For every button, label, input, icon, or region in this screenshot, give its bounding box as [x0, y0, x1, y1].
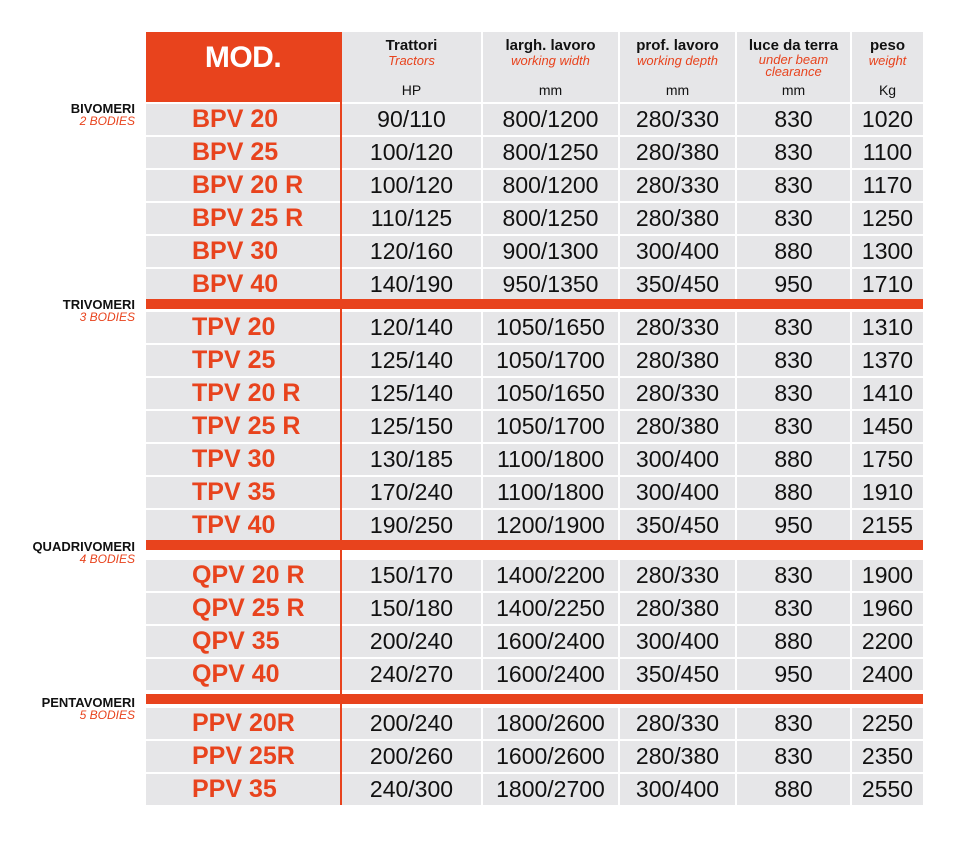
group-separator — [146, 694, 923, 704]
table-cell: 300/400 — [620, 236, 735, 267]
column-unit: Kg — [878, 82, 897, 98]
group-name: TRIVOMERI — [62, 297, 135, 312]
model-name: TPV 25 R — [146, 411, 340, 442]
table-cell: 830 — [737, 137, 850, 168]
model-name: BPV 25 — [146, 137, 340, 168]
model-name: PPV 25R — [146, 741, 340, 772]
table-cell: 120/140 — [342, 312, 481, 343]
table-cell: 200/240 — [342, 626, 481, 657]
table-cell: 1100/1800 — [483, 477, 618, 508]
table-cell: 280/330 — [620, 378, 735, 409]
group-label — [42, 696, 135, 722]
table-cell: 200/240 — [342, 708, 481, 739]
table-cell: 830 — [737, 741, 850, 772]
model-name: TPV 20 — [146, 312, 340, 343]
table-cell: 280/330 — [620, 312, 735, 343]
model-name: BPV 30 — [146, 236, 340, 267]
mod-header: MOD. — [146, 32, 340, 102]
table-cell: 125/140 — [342, 378, 481, 409]
table-cell: 1450 — [852, 411, 923, 442]
table-cell: 1400/2250 — [483, 593, 618, 624]
model-name: BPV 20 R — [146, 170, 340, 201]
table-cell: 1400/2200 — [483, 560, 618, 591]
model-name: QPV 40 — [146, 659, 340, 690]
table-cell: 830 — [737, 345, 850, 376]
table-cell: 1800/2600 — [483, 708, 618, 739]
table-cell: 1750 — [852, 444, 923, 475]
table-cell: 2350 — [852, 741, 923, 772]
column-header — [737, 32, 850, 102]
table-cell: 1250 — [852, 203, 923, 234]
table-cell: 280/330 — [620, 170, 735, 201]
table-cell: 1050/1700 — [483, 411, 618, 442]
table-cell: 240/300 — [342, 774, 481, 805]
table-cell: 830 — [737, 104, 850, 135]
table-cell: 280/330 — [620, 560, 735, 591]
column-title: prof. lavoro — [636, 37, 719, 54]
table-cell: 1900 — [852, 560, 923, 591]
table-cell: 830 — [737, 312, 850, 343]
model-name: BPV 25 R — [146, 203, 340, 234]
table-cell: 300/400 — [620, 626, 735, 657]
table-cell: 950 — [737, 269, 850, 300]
column-title: luce da terra — [748, 37, 839, 54]
table-cell: 280/380 — [620, 411, 735, 442]
table-cell: 1710 — [852, 269, 923, 300]
table-cell: 1050/1700 — [483, 345, 618, 376]
table-cell: 1910 — [852, 477, 923, 508]
column-unit: mm — [538, 82, 563, 98]
table-cell: 100/120 — [342, 137, 481, 168]
table-cell: 1800/2700 — [483, 774, 618, 805]
table-cell: 150/170 — [342, 560, 481, 591]
group-name: PENTAVOMERI — [41, 695, 135, 710]
table-cell: 300/400 — [620, 444, 735, 475]
table-cell: 900/1300 — [483, 236, 618, 267]
table-cell: 280/380 — [620, 137, 735, 168]
table-cell: 280/380 — [620, 741, 735, 772]
table-cell: 280/330 — [620, 104, 735, 135]
group-name: BIVOMERI — [70, 101, 135, 116]
table-cell: 1600/2400 — [483, 659, 618, 690]
table-cell: 300/400 — [620, 477, 735, 508]
group-subtitle: 4 BODIES — [79, 552, 135, 566]
table-cell: 1310 — [852, 312, 923, 343]
table-cell: 1600/2400 — [483, 626, 618, 657]
table-cell: 90/110 — [342, 104, 481, 135]
table-cell: 125/150 — [342, 411, 481, 442]
column-title: peso — [869, 37, 905, 54]
column-subtitle: working width — [511, 53, 590, 68]
model-name: TPV 25 — [146, 345, 340, 376]
table-cell: 1600/2600 — [483, 741, 618, 772]
table-cell: 110/125 — [342, 203, 481, 234]
column-unit: HP — [401, 82, 422, 98]
model-name: QPV 20 R — [146, 560, 340, 591]
model-name: BPV 20 — [146, 104, 340, 135]
table-cell: 830 — [737, 378, 850, 409]
table-cell: 1020 — [852, 104, 923, 135]
group-label — [32, 540, 135, 566]
table-cell: 2400 — [852, 659, 923, 690]
table-cell: 880 — [737, 236, 850, 267]
table-cell: 300/400 — [620, 774, 735, 805]
column-subtitle: working depth — [637, 53, 718, 68]
table-cell: 350/450 — [620, 269, 735, 300]
model-name: PPV 20R — [146, 708, 340, 739]
column-unit: mm — [665, 82, 690, 98]
group-subtitle: 3 BODIES — [79, 310, 135, 324]
table-cell: 1960 — [852, 593, 923, 624]
table-cell: 190/250 — [342, 510, 481, 541]
model-name: TPV 35 — [146, 477, 340, 508]
model-name: TPV 30 — [146, 444, 340, 475]
column-title: largh. lavoro — [505, 37, 596, 54]
table-cell: 100/120 — [342, 170, 481, 201]
model-name: TPV 40 — [146, 510, 340, 541]
table-cell: 280/380 — [620, 203, 735, 234]
group-label — [63, 298, 135, 324]
table-cell: 2200 — [852, 626, 923, 657]
model-column-divider — [340, 32, 342, 805]
table-cell: 830 — [737, 203, 850, 234]
group-separator — [146, 540, 923, 550]
table-cell: 350/450 — [620, 510, 735, 541]
column-header — [852, 32, 923, 102]
group-label — [71, 102, 135, 128]
table-cell: 1100/1800 — [483, 444, 618, 475]
table-cell: 1100 — [852, 137, 923, 168]
table-cell: 950/1350 — [483, 269, 618, 300]
column-header — [483, 32, 618, 102]
table-cell: 240/270 — [342, 659, 481, 690]
table-cell: 2155 — [852, 510, 923, 541]
table-cell: 200/260 — [342, 741, 481, 772]
table-cell: 350/450 — [620, 659, 735, 690]
table-cell: 1050/1650 — [483, 312, 618, 343]
table-cell: 830 — [737, 593, 850, 624]
table-cell: 830 — [737, 708, 850, 739]
column-header — [620, 32, 735, 102]
table-cell: 130/185 — [342, 444, 481, 475]
column-unit: mm — [781, 82, 806, 98]
table-cell: 120/160 — [342, 236, 481, 267]
table-cell: 880 — [737, 444, 850, 475]
table-cell: 1200/1900 — [483, 510, 618, 541]
table-cell: 800/1200 — [483, 170, 618, 201]
table-cell: 800/1250 — [483, 137, 618, 168]
table-cell: 1050/1650 — [483, 378, 618, 409]
table-cell: 830 — [737, 560, 850, 591]
table-cell: 800/1200 — [483, 104, 618, 135]
table-cell: 280/330 — [620, 708, 735, 739]
table-cell: 830 — [737, 411, 850, 442]
table-cell: 830 — [737, 170, 850, 201]
table-cell: 280/380 — [620, 593, 735, 624]
column-subtitle: weight — [868, 53, 907, 68]
table-cell: 280/380 — [620, 345, 735, 376]
table-cell: 880 — [737, 477, 850, 508]
table-cell: 125/140 — [342, 345, 481, 376]
model-name: QPV 35 — [146, 626, 340, 657]
model-name: QPV 25 R — [146, 593, 340, 624]
table-cell: 880 — [737, 774, 850, 805]
table-cell: 2250 — [852, 708, 923, 739]
model-name: TPV 20 R — [146, 378, 340, 409]
table-cell: 170/240 — [342, 477, 481, 508]
table-cell: 1300 — [852, 236, 923, 267]
column-subtitle: under beam clearance — [758, 52, 829, 79]
table-cell: 1370 — [852, 345, 923, 376]
table-cell: 950 — [737, 659, 850, 690]
table-cell: 2550 — [852, 774, 923, 805]
table-cell: 880 — [737, 626, 850, 657]
group-separator — [146, 299, 923, 309]
group-name: QUADRIVOMERI — [32, 539, 135, 554]
table-cell: 140/190 — [342, 269, 481, 300]
table-cell: 800/1250 — [483, 203, 618, 234]
table-cell: 150/180 — [342, 593, 481, 624]
table-cell: 1170 — [852, 170, 923, 201]
table-cell: 1410 — [852, 378, 923, 409]
group-subtitle: 2 BODIES — [79, 114, 135, 128]
column-subtitle: Tractors — [388, 53, 435, 68]
column-header — [342, 32, 481, 102]
column-title: Trattori — [385, 37, 438, 54]
group-subtitle: 5 BODIES — [79, 708, 135, 722]
model-name: PPV 35 — [146, 774, 340, 805]
model-name: BPV 40 — [146, 269, 340, 300]
table-cell: 950 — [737, 510, 850, 541]
